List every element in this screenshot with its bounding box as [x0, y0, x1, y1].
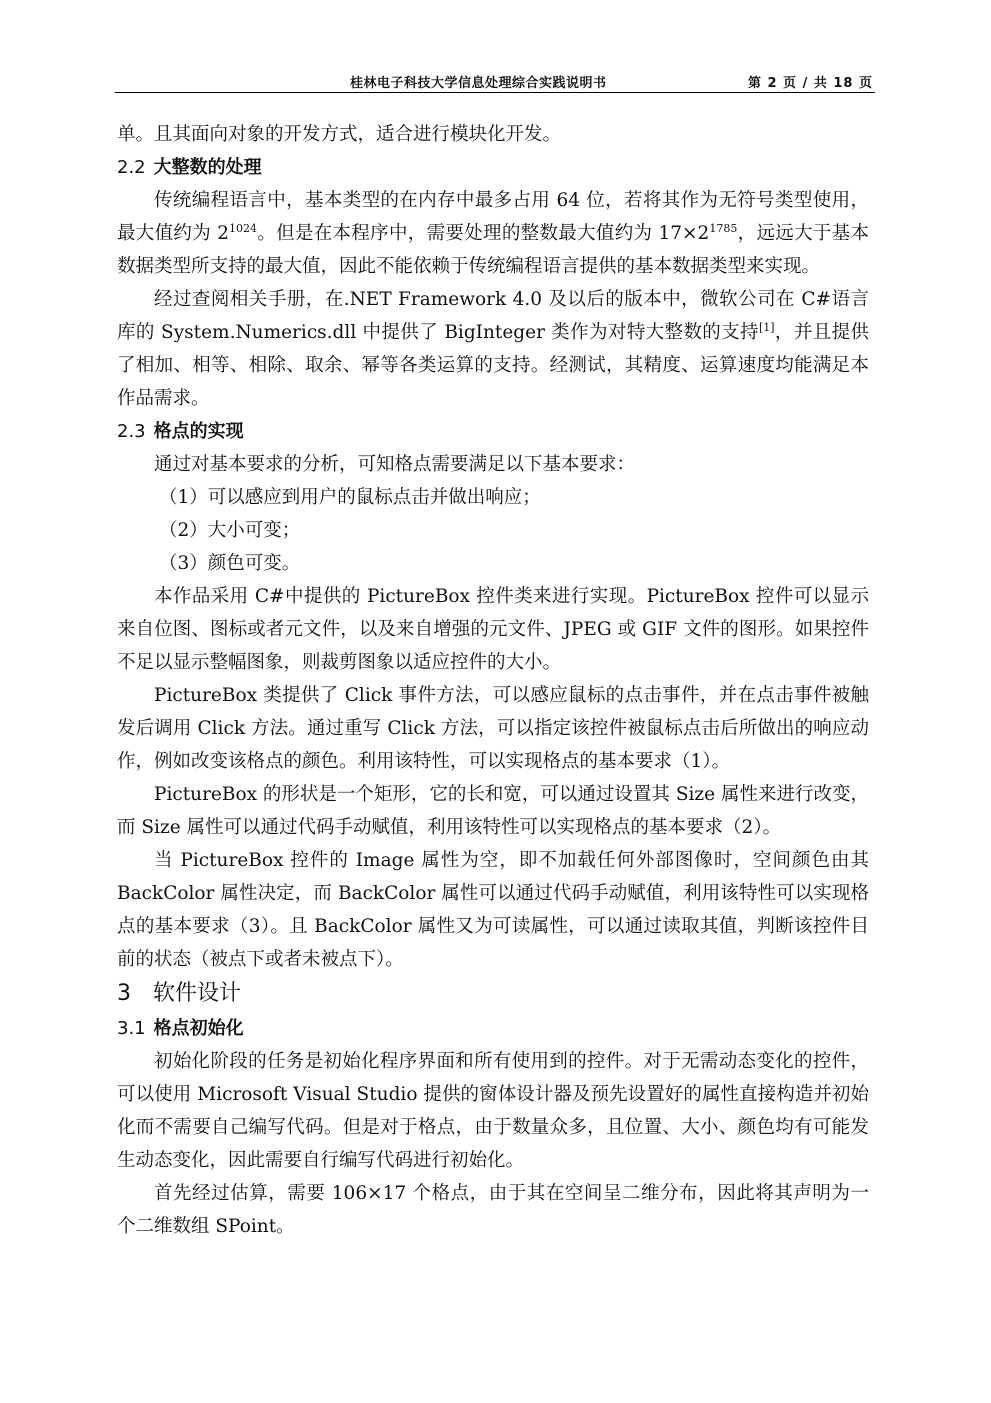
- paragraph-size-property: PictureBox 的形状是一个矩形，它的长和宽，可以通过设置其 Size 属性来进行改变，而 Size 属性可以通过代码手动赋值，利用该特性可以实现格点的基本要求（2）。: [117, 784, 869, 838]
- text-run: 。但是在本程序中，需要处理的整数最大值约为 17×2: [257, 223, 710, 244]
- section-title: 大整数的处理: [153, 157, 262, 178]
- paragraph-initialization: 初始化阶段的任务是初始化程序界面和所有使用到的控件。对于无需动态变化的控件，可以使用 Microsoft Visual Studio 提供的窗体设计器及预先设置好的属性直接构造并初始化而不需要自己编写代码。但是对于格点，由于数量众多，且位置、大小、颜色均有可能发生动态变化，因此需要自行编写代码进行初始化。: [117, 1051, 869, 1171]
- paragraph-integer-limits: [117, 184, 869, 283]
- section-number: 3.1: [117, 1018, 146, 1039]
- text-run: 传统编程语言中，基本类型的在内存中最多占用 64 位，若将其作为无符号类型使用，最大值约为 2: [117, 190, 869, 244]
- paragraph-continued: 单。且其面向对象的开发方式，适合进行模块化开发。: [117, 124, 562, 145]
- section-title: 格点的实现: [153, 421, 244, 442]
- superscript: 1024: [229, 222, 258, 235]
- list-item: （2）大小可变；: [159, 520, 301, 541]
- paragraph-requirements-intro: 通过对基本要求的分析，可知格点需要满足以下基本要求：: [154, 454, 636, 475]
- page-header: [115, 70, 875, 93]
- section-title: 格点初始化: [153, 1018, 244, 1039]
- paragraph-array-declaration: 首先经过估算，需要 106×17 个格点，由于其在空间呈二维分布，因此将其声明为一个二维数组 SPoint。: [117, 1183, 869, 1237]
- paragraph-backcolor-property: 当 PictureBox 控件的 Image 属性为空，即不加载任何外部图像时，空间颜色由其 BackColor 属性决定，而 BackColor 属性可以通过代码手动赋值，利用该特性可以实现格点的基本要求（3）。且 BackColor 属性又为可读属性，可以通过读取其值，判断该控件目前的状态（被点下或者未被点下）。: [117, 850, 869, 970]
- section-number: 2.2: [117, 157, 146, 178]
- paragraph-biginteger: [117, 283, 869, 415]
- section-number: 2.3: [117, 421, 146, 442]
- paragraph-click-event: PictureBox 类提供了 Click 事件方法，可以感应鼠标的点击事件，并在点击事件被触发后调用 Click 方法。通过重写 Click 方法，可以指定该控件被鼠标点击后所做出的响应动作，例如改变该格点的颜色。利用该特性，可以实现格点的基本要求（1）。: [117, 685, 869, 772]
- header-page-number: 第 2 页 / 共 18 页: [747, 76, 873, 91]
- section-number: 3: [117, 981, 131, 1006]
- section-heading-2-2: [117, 151, 869, 184]
- text-run: ，远远大于基本数据类型所支持的最大值，因此不能依赖于传统编程语言提供的基本数据类型来实现。: [117, 223, 869, 277]
- section-title: 软件设计: [153, 981, 242, 1006]
- citation-reference: [1]: [758, 321, 775, 334]
- section-heading-3: [117, 976, 869, 1012]
- list-item: （1）可以感应到用户的鼠标点击并做出响应；: [159, 487, 541, 508]
- text-run: 经过查阅相关手册，在.NET Framework 4.0 及以后的版本中，微软公司在 C#语言库的 System.Numerics.dll 中提供了 BigInteger 类作为对特大整数的支持: [117, 289, 869, 343]
- paragraph-picturebox: 本作品采用 C#中提供的 PictureBox 控件类来进行实现。PictureBox 控件可以显示来自位图、图标或者元文件，以及来自增强的元文件、JPEG 或 GIF 文件的图形。如果控件不足以显示整幅图象，则裁剪图象以适应控件的大小。: [117, 586, 869, 673]
- section-heading-2-3: [117, 415, 869, 448]
- superscript: 1785: [709, 222, 738, 235]
- list-item: （3）颜色可变。: [159, 553, 301, 574]
- section-heading-3-1: [117, 1012, 869, 1045]
- document-body: [117, 118, 869, 1243]
- text-run: ，并且提供了相加、相等、相除、取余、幂等各类运算的支持。经测试，其精度、运算速度均能满足本作品需求。: [117, 322, 869, 409]
- header-title: 桂林电子科技大学信息处理综合实践说明书: [350, 76, 607, 91]
